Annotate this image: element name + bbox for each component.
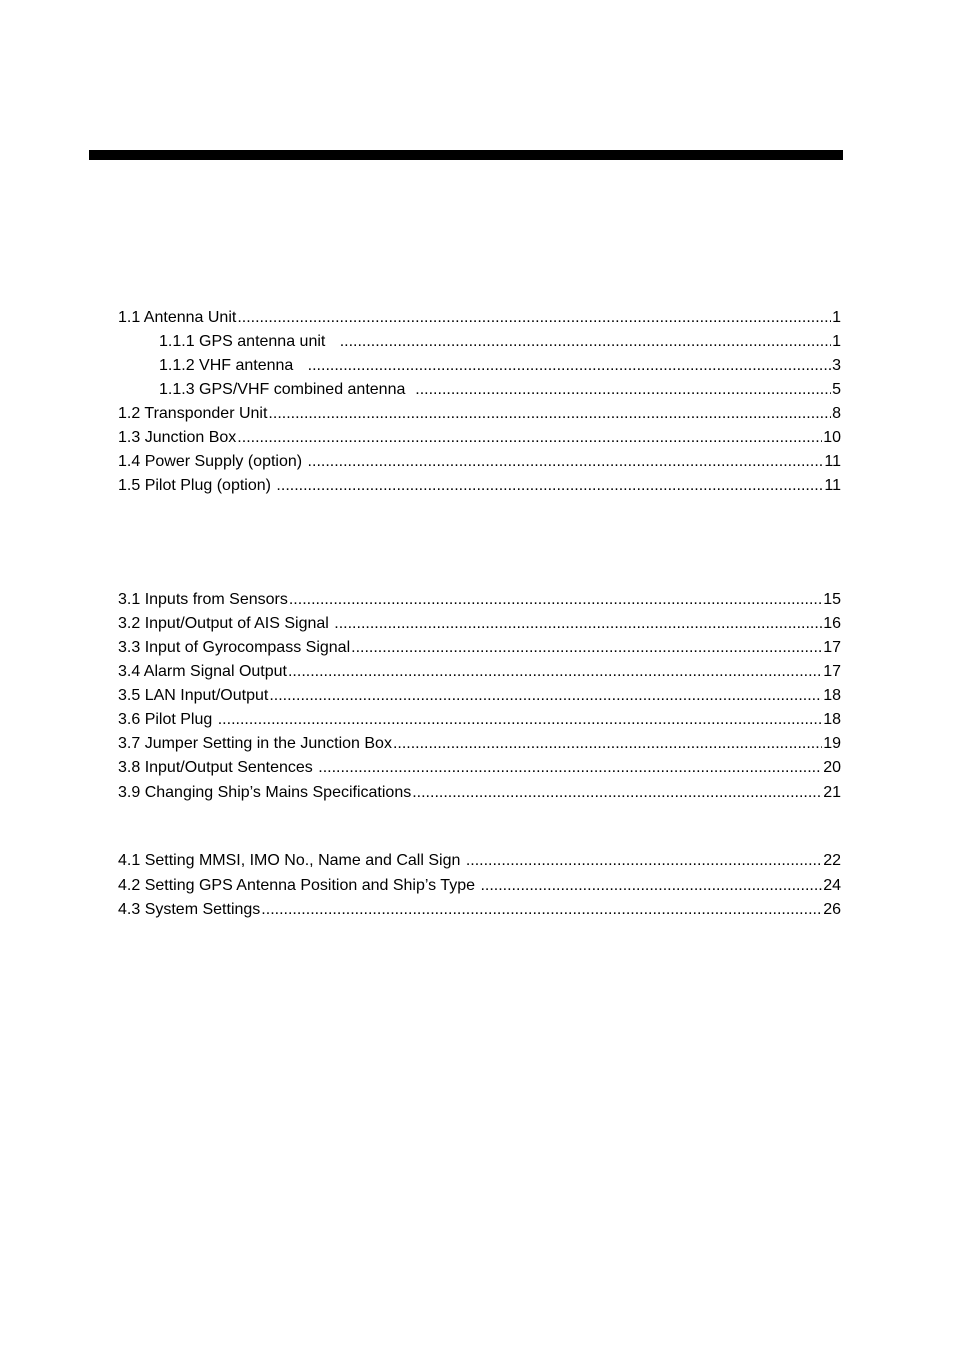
toc-entry-page-number: 1 [832,333,841,350]
toc-entry-page-number: 11 [824,453,841,470]
toc-entry-page-number: 3 [832,357,841,374]
toc-entry-title: 4.3 System Settings [118,901,261,918]
toc-entry-title: 3.5 LAN Input/Output [118,687,269,704]
toc-entry-title: 4.2 Setting GPS Antenna Position and Ship’s Type [118,876,480,894]
toc-entry[interactable] [118,660,841,684]
dot-leader [268,402,831,426]
toc-entry[interactable] [118,474,841,498]
toc-entry-title: 1.1.1 GPS antenna unit [159,333,339,350]
toc-entry[interactable] [118,330,841,354]
toc-section-1 [118,306,841,498]
toc-entry[interactable] [118,756,841,780]
toc-entry-title: 3.7 Jumper Setting in the Junction Box [118,735,392,752]
toc-entry-title: 3.9 Changing Ship’s Mains Specifications [118,784,412,801]
toc-entry[interactable] [118,354,841,378]
toc-entry[interactable] [118,588,841,612]
header-rule [89,150,843,160]
toc-entry-title: 1.2 Transponder Unit [118,405,268,422]
toc-entry-title: 1.1.3 GPS/VHF combined antenna [159,381,415,398]
toc-entry-page-number: 15 [823,591,841,608]
toc-entry-page-number: 8 [832,405,841,422]
toc-entry[interactable] [118,874,841,899]
dot-leader [334,612,822,636]
dot-leader [466,849,822,874]
toc-section-3 [118,588,841,805]
dot-leader [351,636,822,660]
dot-leader [237,426,822,450]
toc-entry-title: 3.8 Input/Output Sentences [118,759,318,776]
dot-leader [289,588,822,612]
dot-leader [340,330,831,354]
dot-leader [308,450,824,474]
dot-leader [269,684,822,708]
dot-leader [480,874,822,899]
toc-entry-title: 1.3 Junction Box [118,429,237,446]
dot-leader [318,756,822,780]
toc-entry[interactable] [118,450,841,474]
toc-entry[interactable] [118,708,841,732]
toc-entry[interactable] [118,780,841,805]
toc-entry-page-number: 16 [823,615,841,632]
toc-entry-page-number: 20 [823,759,841,776]
toc-entry-title: 3.2 Input/Output of AIS Signal [118,615,334,632]
dot-leader [288,660,822,684]
dot-leader [415,378,831,402]
toc-entry[interactable] [118,378,841,402]
toc-entry[interactable] [118,402,841,426]
toc-entry[interactable] [118,732,841,756]
toc-entry[interactable] [118,898,841,923]
toc-entry[interactable] [118,306,841,330]
toc-entry-page-number: 18 [823,687,841,704]
toc-entry-page-number: 19 [823,735,841,752]
dot-leader [412,780,822,805]
dot-leader [393,732,822,756]
dot-leader [218,708,822,732]
toc-entry-page-number: 22 [823,852,841,869]
toc-entry-title: 1.1.2 VHF antenna [159,357,307,374]
toc-entry-title: 4.1 Setting MMSI, IMO No., Name and Call Sign [118,852,465,869]
toc-entry-page-number: 1 [832,309,841,326]
toc-entry[interactable] [118,636,841,660]
toc-entry-page-number: 24 [823,876,841,894]
toc-entry-page-number: 18 [823,711,841,728]
toc-entry-page-number: 26 [823,901,841,918]
dot-leader [276,474,823,498]
dot-leader [261,898,822,923]
toc-entry-title: 1.1 Antenna Unit [118,309,237,326]
toc-entry-page-number: 17 [823,663,841,680]
toc-entry[interactable] [118,849,841,874]
toc-entry-title: 3.6 Pilot Plug [118,711,217,728]
toc-entry[interactable] [118,684,841,708]
toc-entry-page-number: 17 [823,639,841,656]
toc-entry-title: 3.3 Input of Gyrocompass Signal [118,639,351,656]
toc-section-4 [118,849,841,923]
toc-entry[interactable] [118,426,841,450]
toc-entry-page-number: 21 [823,784,841,801]
toc-entry-title: 3.1 Inputs from Sensors [118,591,288,608]
dot-leader [237,306,831,330]
dot-leader [308,354,831,378]
toc-entry-page-number: 10 [823,429,841,446]
toc-entry[interactable] [118,612,841,636]
toc-entry-title: 1.4 Power Supply (option) [118,453,307,470]
toc-entry-title: 3.4 Alarm Signal Output [118,663,287,680]
toc-entry-title: 1.5 Pilot Plug (option) [118,477,276,494]
toc-entry-page-number: 5 [832,381,841,398]
toc-entry-page-number: 11 [824,477,841,494]
